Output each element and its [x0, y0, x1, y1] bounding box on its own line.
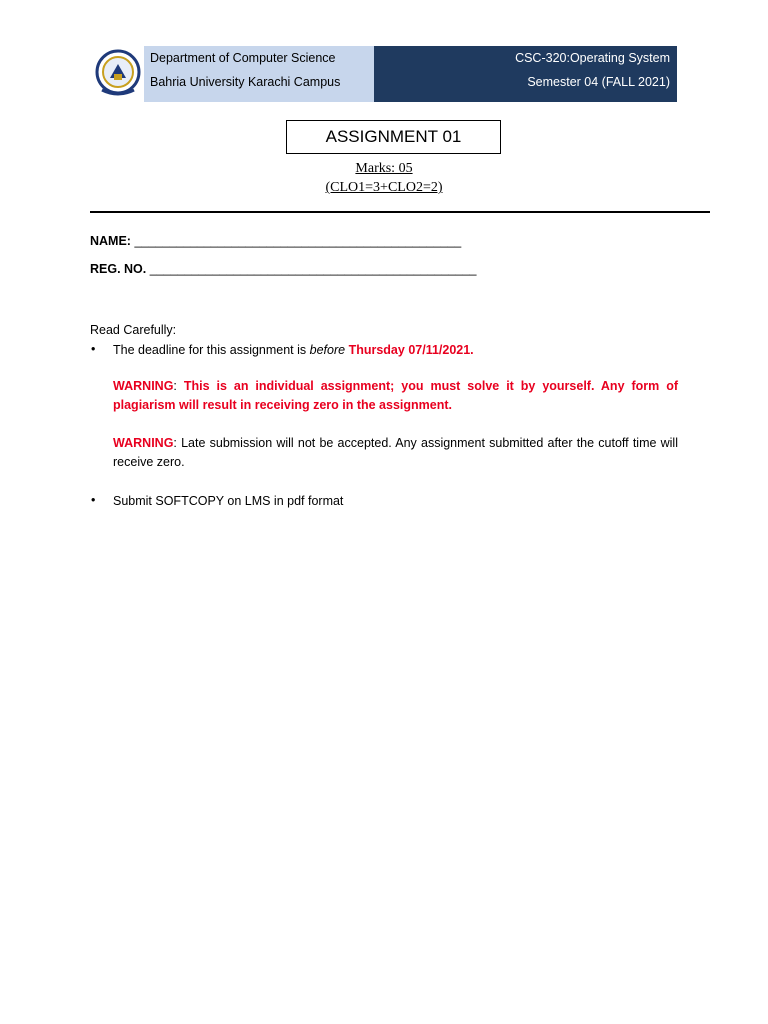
plagiarism-warning: WARNING: This is an individual assignment; you must solve it by yourself. Any form of plagiarism will result in receiving zero in the assignment.: [113, 379, 679, 412]
department-name: Department of Computer Science: [150, 51, 336, 65]
instructions-heading: Read Carefully:: [90, 323, 177, 337]
name-label: NAME:: [90, 234, 131, 248]
reg-no-blank-line: _______________________________________________: [149, 262, 477, 276]
course-code: CSC-320:Operating System: [515, 51, 670, 65]
header-right-band: [374, 46, 677, 102]
university-logo: [94, 46, 142, 100]
bullet-icon: •: [91, 342, 96, 356]
warning-label: WARNING: [113, 379, 174, 393]
marks-label: Marks: 05: [355, 161, 413, 176]
reg-no-label: REG. NO.: [90, 262, 147, 276]
assignment-title: ASSIGNMENT 01: [286, 120, 501, 154]
late-submission-warning: WARNING: Late submission will not be accepted. Any assignment submitted after the cutoff time will receive zero.: [113, 436, 678, 469]
university-seal-icon: [94, 46, 142, 100]
name-blank-line: _______________________________________________: [134, 234, 462, 248]
header-left-band: [144, 46, 374, 102]
bullet-icon: •: [91, 493, 96, 507]
deadline-item: [113, 341, 678, 360]
horizontal-divider: [90, 211, 710, 213]
deadline-date: Thursday 07/11/2021.: [348, 343, 474, 357]
name-field: [90, 234, 461, 248]
warning-label: WARNING: [113, 436, 174, 450]
deadline-prefix: The deadline for this assignment is: [113, 343, 310, 357]
clo-breakdown: (CLO1=3+CLO2=2): [325, 180, 443, 195]
campus-name: Bahria University Karachi Campus: [150, 75, 341, 89]
deadline-before: before: [309, 343, 346, 357]
plagiarism-warning-text: This is an individual assignment; you must solve it by yourself. Any form of plagiarism will result in receiving zero in the assignment.: [113, 379, 679, 412]
semester-label: Semester 04 (FALL 2021): [527, 75, 670, 89]
late-submission-text: Late submission will not be accepted. Any assignment submitted after the cutoff time will receive zero.: [113, 436, 678, 469]
softcopy-item: Submit SOFTCOPY on LMS in pdf format: [113, 494, 344, 508]
reg-no-field: [90, 262, 477, 276]
